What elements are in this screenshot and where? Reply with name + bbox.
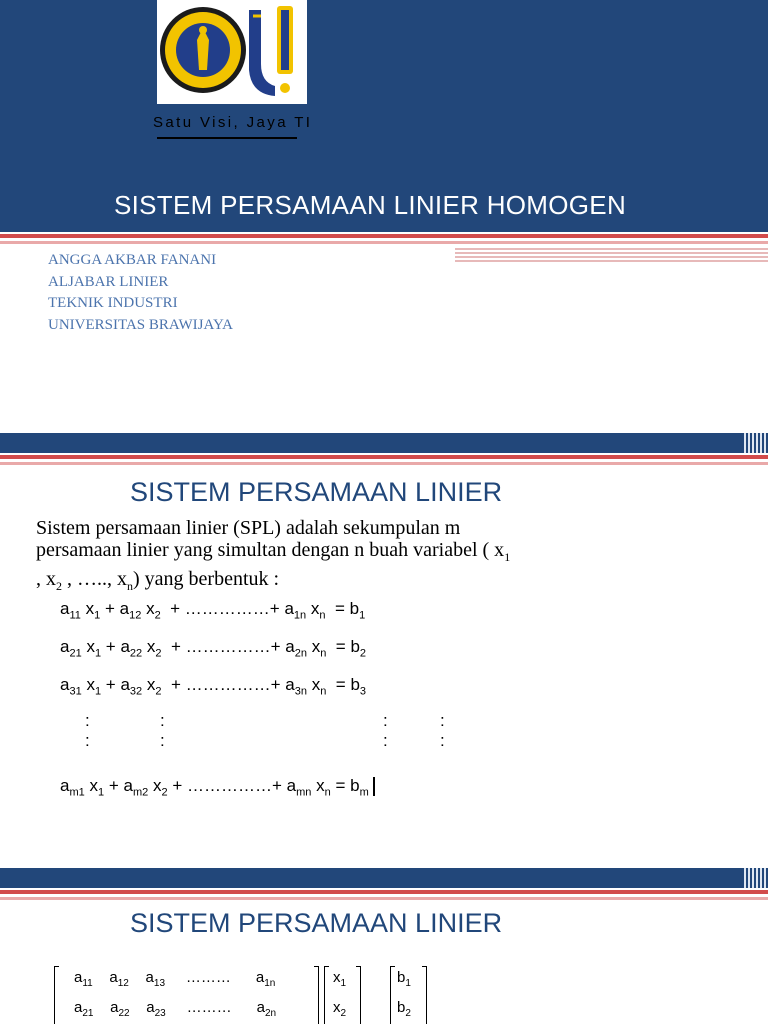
accent-line-light bbox=[0, 897, 768, 900]
x-vector-entry: $x_1$ bbox=[333, 969, 347, 989]
definition-paragraph bbox=[36, 517, 636, 597]
accent-line-light bbox=[0, 462, 768, 465]
ellipsis-dots: : : bbox=[440, 711, 445, 750]
university-name: UNIVERSITAS BRAWIJAYA bbox=[48, 316, 233, 333]
department-name: TEKNIK INDUSTRI bbox=[48, 295, 178, 311]
definition-line: , $x_2$ , ….., $x_n$) yang berbentuk : bbox=[36, 568, 280, 593]
slide-definition bbox=[0, 433, 768, 860]
slide-title-page bbox=[0, 0, 768, 425]
decorative-stripes bbox=[744, 433, 768, 453]
decorative-stripes bbox=[744, 868, 768, 888]
equation-row: $a_{11}$ $x_1 + a_{12}$ $x_2$ + ……………+ $a_{1n}$ $x_n = b_1$ bbox=[60, 599, 366, 622]
motto-underline bbox=[157, 137, 297, 139]
ellipsis-dots: : : bbox=[383, 711, 388, 750]
matrix-row: $a_{11}$ $a_{12}$ $a_{13}$ ……… $a_{1n}$ bbox=[74, 969, 276, 989]
slide-matrix-form bbox=[0, 868, 768, 1024]
author-name: ANGGA AKBAR FANANI bbox=[48, 252, 217, 268]
course-name: ALJABAR LINIER bbox=[48, 273, 169, 290]
slide-heading: SISTEM PERSAMAAN LINIER bbox=[130, 908, 503, 938]
x-vector-bracket-right bbox=[356, 966, 361, 1024]
slide-heading: SISTEM PERSAMAAN LINIER bbox=[130, 477, 503, 507]
matrix-row: $a_{21}$ $a_{22}$ $a_{23}$ ……… $a_{2n}$ bbox=[74, 999, 277, 1019]
logo-panel bbox=[157, 0, 307, 104]
accent-line bbox=[0, 890, 768, 894]
accent-line-light bbox=[0, 241, 768, 244]
equation-row: $a_{31}$ $x_1 + a_{32}$ $x_2$ + ……………+ $a_{3n}$ $x_n = b_3$ bbox=[60, 675, 367, 698]
b-vector-entry: $b_1$ bbox=[397, 969, 411, 989]
x-vector-entry: $x_2$ bbox=[333, 999, 347, 1019]
matrix-bracket-left bbox=[54, 966, 59, 1024]
definition-line: persamaan linier yang simultan dengan n buah variabel ( $x_1$ bbox=[36, 539, 511, 564]
university-seal-logo bbox=[157, 0, 307, 104]
equation-row: $a_{21}$ $x_1 + a_{22}$ $x_2$ + ……………+ $a_{2n}$ $x_n = b_2$ bbox=[60, 637, 367, 660]
accent-line bbox=[0, 455, 768, 459]
b-vector-bracket-right bbox=[422, 966, 427, 1024]
definition-line: Sistem persamaan linier (SPL) adalah sekumpulan m bbox=[36, 517, 461, 539]
decorative-stripes bbox=[455, 248, 768, 264]
header-band bbox=[0, 868, 768, 888]
motto-text: Satu Visi, Jaya TI bbox=[153, 114, 313, 131]
b-vector-bracket-left bbox=[390, 966, 395, 1024]
author-info bbox=[48, 250, 233, 336]
b-vector-entry: $b_2$ bbox=[397, 999, 411, 1019]
matrix-bracket-right bbox=[314, 966, 319, 1024]
x-vector-bracket-left bbox=[324, 966, 329, 1024]
header-band bbox=[0, 433, 768, 453]
equation-row-last: $a_{m1}$ $x_1 + a_{m2}$ $x_2$ + ……………+ $a_{mn}$ $x_n = b_m$ bbox=[60, 776, 375, 798]
ellipsis-dots: : : bbox=[160, 711, 165, 750]
presentation-title: SISTEM PERSAMAAN LINIER HOMOGEN bbox=[113, 190, 627, 220]
accent-line bbox=[0, 234, 768, 238]
text-cursor bbox=[373, 777, 375, 796]
ellipsis-dots: : : bbox=[85, 711, 90, 750]
